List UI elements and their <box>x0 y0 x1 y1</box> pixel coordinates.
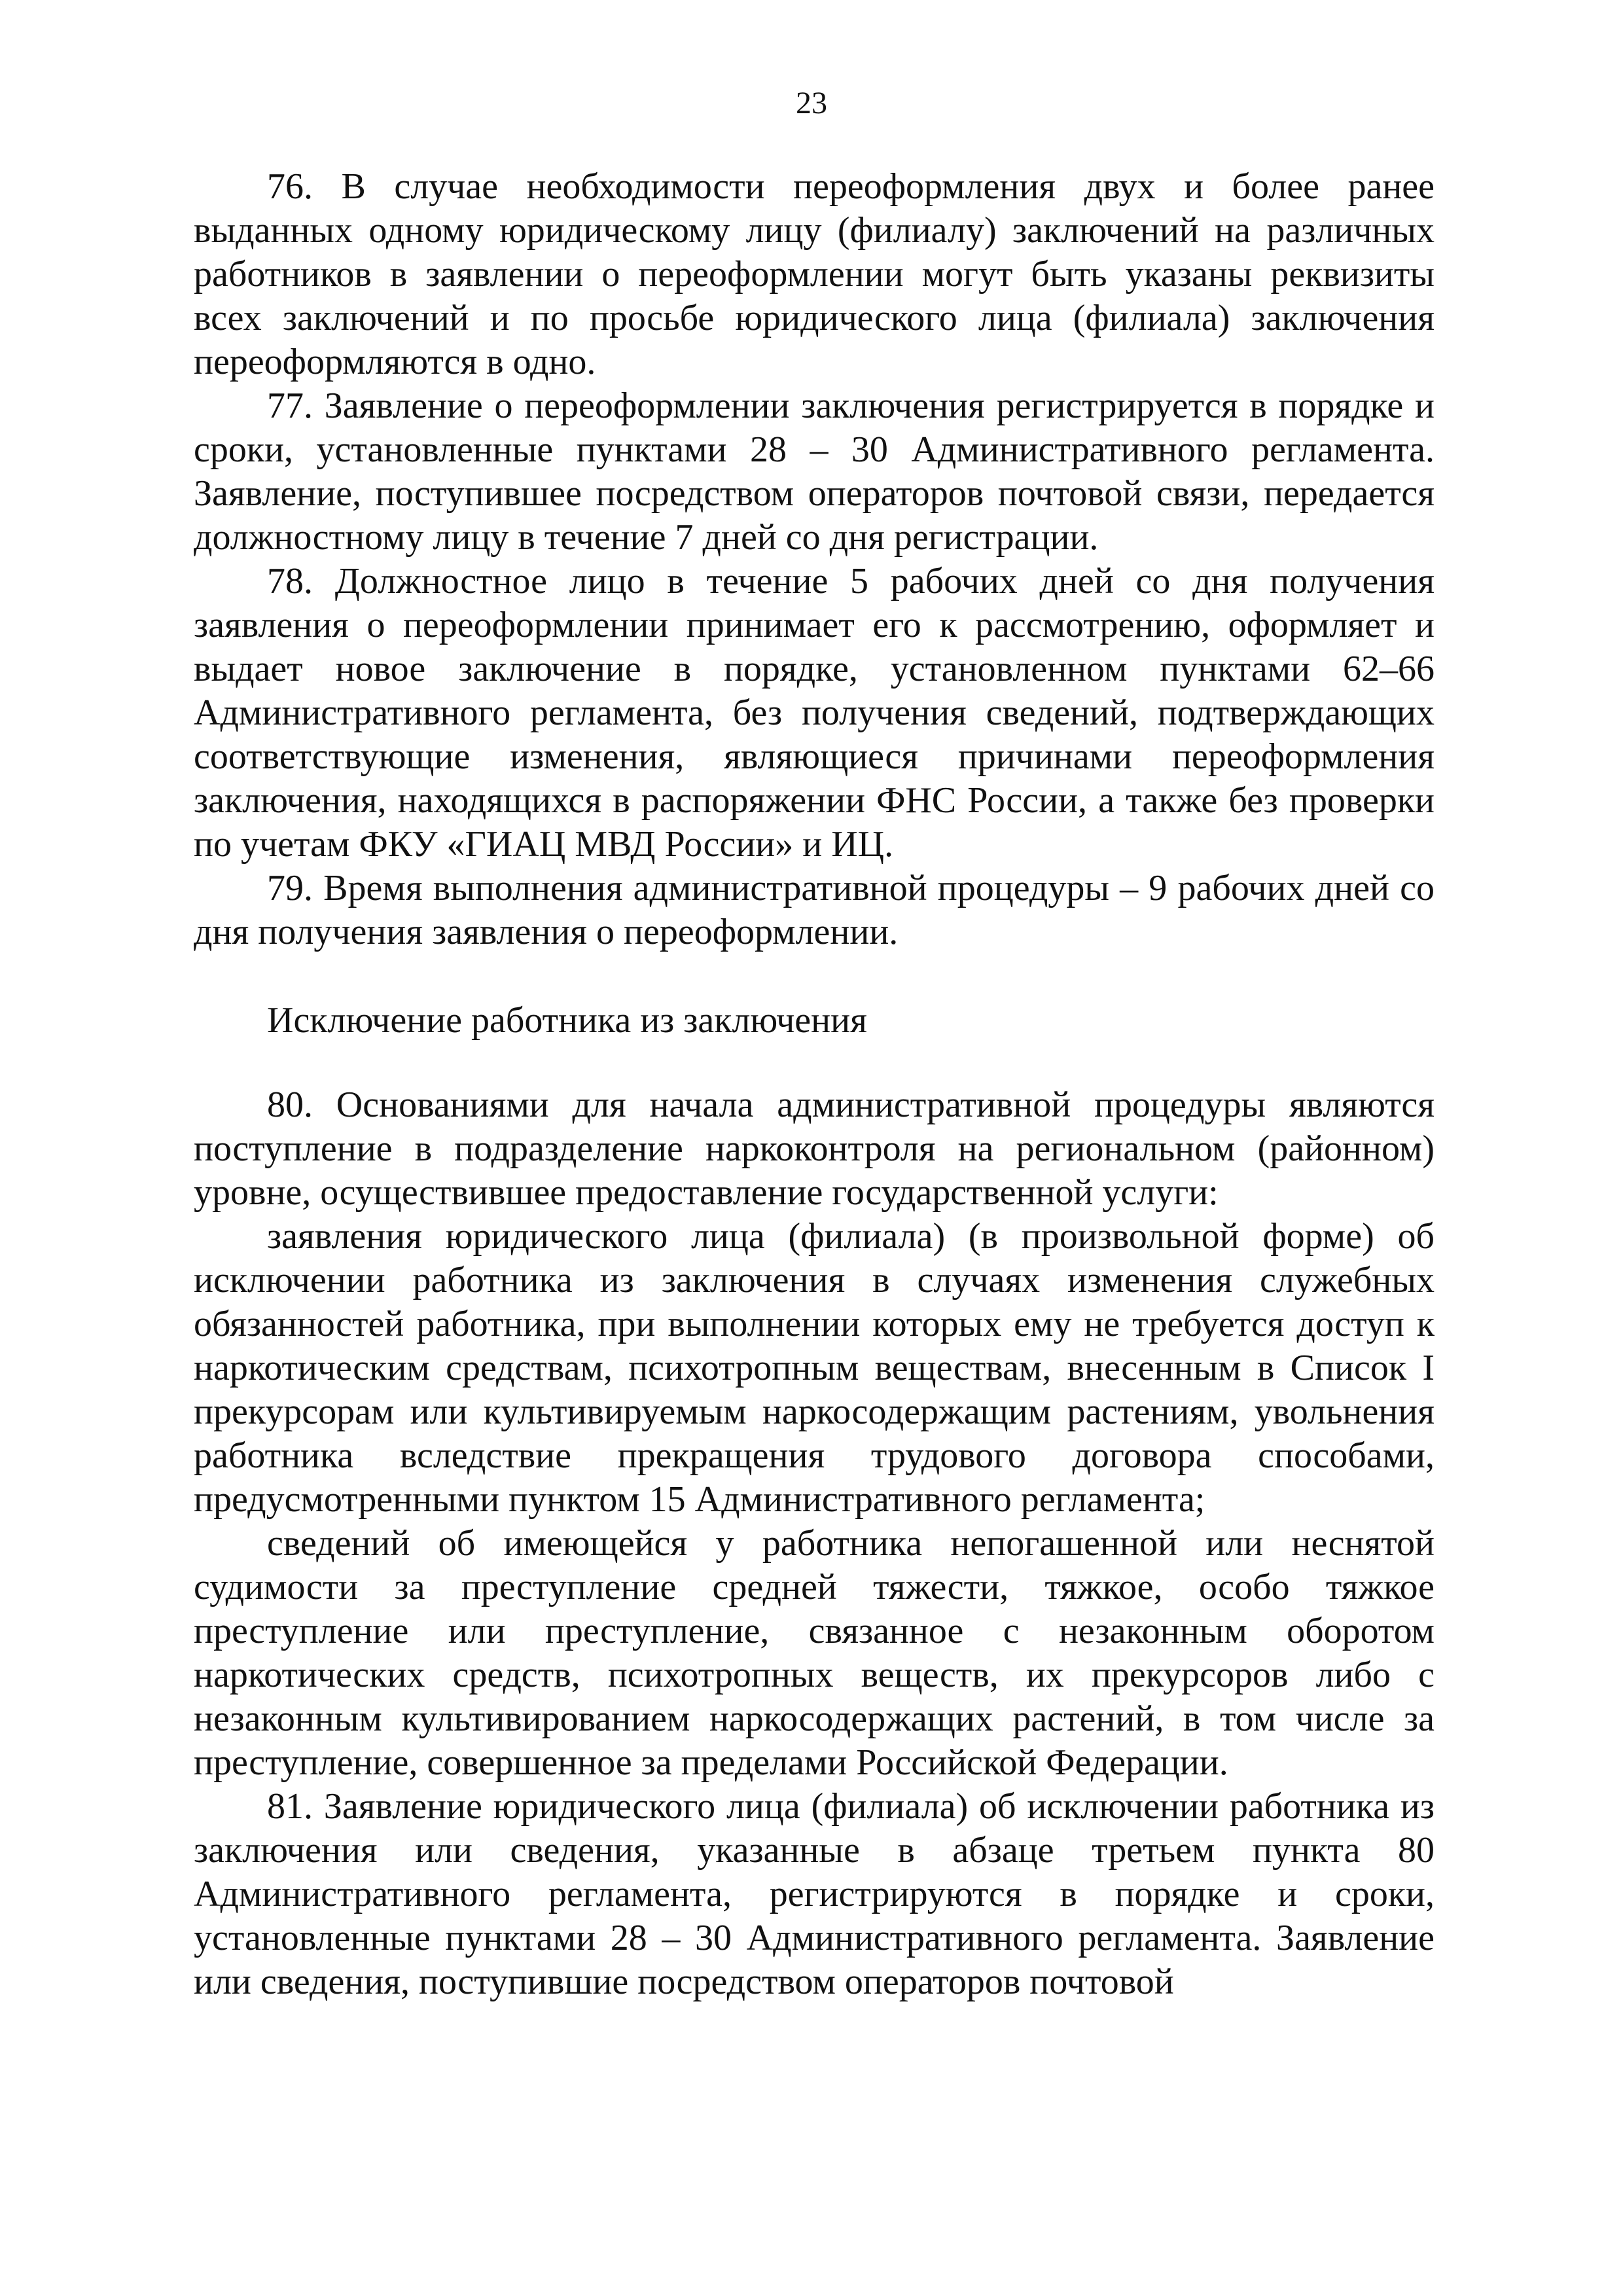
paragraph-80: 80. Основаниями для начала административной процедуры являются поступление в подразделение наркоконтроля на региональном (районном) уровне, осуществившее предоставление государственной услуги: <box>194 1085 1435 1213</box>
paragraph-77: 77. Заявление о переоформлении заключения регистрируется в порядке и сроки, установленные пунктами 28 – 30 Административного регламента. Заявление, поступившее посредством операторов почтовой связи, передается должностному лицу в течение 7 дней со дня регистрации. <box>194 386 1435 558</box>
section-heading: Исключение работника из заключения <box>267 1000 867 1041</box>
paragraph-79: 79. Время выполнения административной процедуры – 9 рабочих дней со дня получения заявления о переоформлении. <box>194 868 1435 952</box>
document-body <box>194 165 1435 2004</box>
paragraph-81: 81. Заявление юридического лица (филиала) об исключении работника из заключения или сведения, указанные в абзаце третьем пункта 80 Административного регламента, регистрируются в порядке и сроки, установленные пунктами 28 – 30 Административного регламента. Заявление или сведения, поступившие посредством операторов почтовой <box>194 1786 1435 2002</box>
paragraph-76: 76. В случае необходимости переоформления двух и более ранее выданных одному юридическому лицу (филиалу) заключений на различных работников в заявлении о переоформлении могут быть указаны реквизиты всех заключений и по просьбе юридического лица (филиала) заключения переоформляются в одно. <box>194 166 1435 382</box>
page-number: 23 <box>796 86 827 120</box>
paragraph-80-item-criminal-record: сведений об имеющейся у работника непогашенной или неснятой судимости за преступление средней тяжести, тяжкое, особо тяжкое преступление или преступление, связанное с незаконным оборотом наркотических средств, психотропных веществ, их прекурсоров либо с незаконным культивированием наркосодержащих растений, в том числе за преступление, совершенное за пределами Российской Федерации. <box>194 1523 1435 1783</box>
paragraph-80-item-application: заявления юридического лица (филиала) (в произвольной форме) об исключении работника из заключения в случаях изменения служебных обязанностей работника, при выполнении которых ему не требуется доступ к наркотическим средствам, психотропным веществам, внесенным в Список I прекурсорам или культивируемым наркосодержащим растениям, увольнения работника вследствие прекращения трудового договора способами, предусмотренными пунктом 15 Административного регламента; <box>194 1216 1435 1520</box>
paragraph-78: 78. Должностное лицо в течение 5 рабочих дней со дня получения заявления о переоформлении принимает его к рассмотрению, оформляет и выдает новое заключение в порядке, установленном пунктами 62–66 Административного регламента, без получения сведений, подтверждающих соответствующие изменения, являющиеся причинами переоформления заключения, находящихся в распоряжении ФНС России, а также без проверки по учетам ФКУ «ГИАЦ МВД России» и ИЦ. <box>194 561 1435 865</box>
